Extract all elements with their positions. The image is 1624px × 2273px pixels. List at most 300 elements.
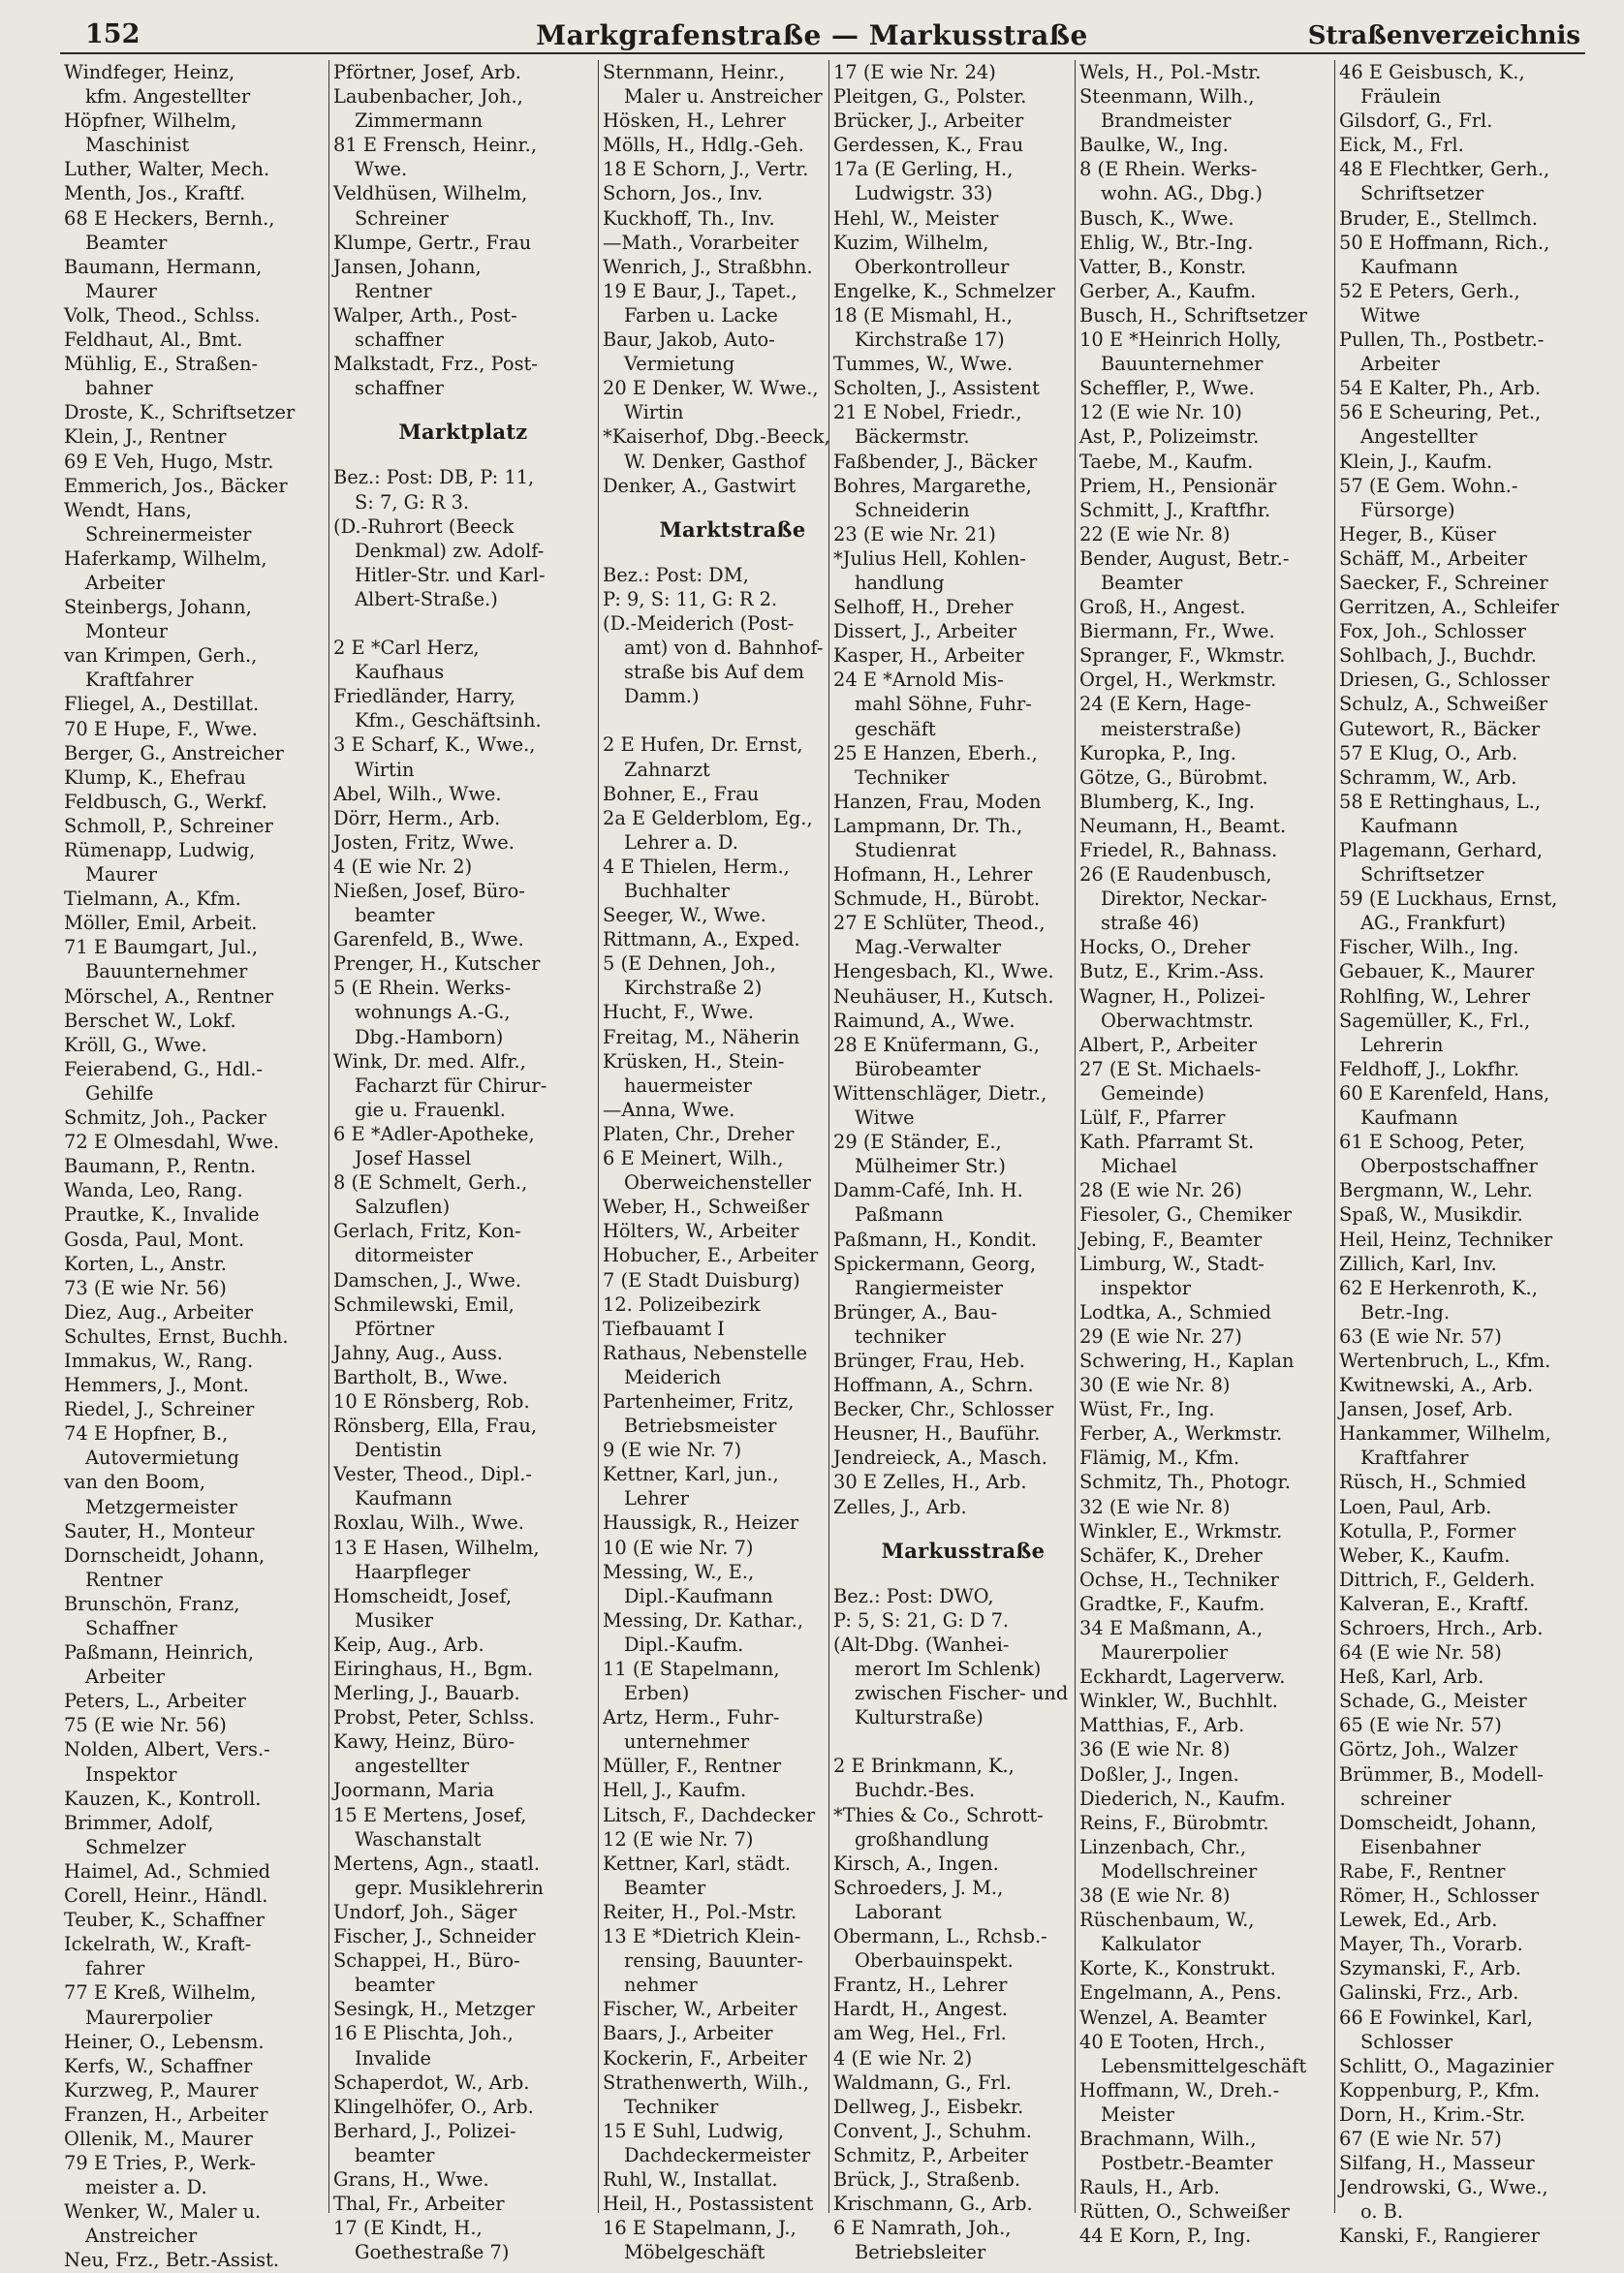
directory-entry: 40 E Tooten, Hrch., bbox=[1079, 2030, 1265, 2053]
directory-entry: Hankammer, Wilhelm, bbox=[1339, 1422, 1551, 1446]
directory-entry: Heusner, H., Bauführ. bbox=[833, 1422, 1041, 1446]
directory-entry: Oberkontrolleur bbox=[855, 255, 1010, 278]
directory-entry: ditormeister bbox=[355, 1244, 473, 1267]
directory-entry: wohnungs A.-G., bbox=[355, 1001, 511, 1024]
directory-entry: Schäfer, K., Dreher bbox=[1079, 1543, 1263, 1567]
directory-entry: Techniker bbox=[624, 2095, 719, 2118]
directory-entry: 30 E Zelles, H., Arb. bbox=[833, 1471, 1027, 1494]
directory-entry: wohn. AG., Dbg.) bbox=[1101, 182, 1263, 205]
directory-entry: Gerlach, Fritz, Kon- bbox=[333, 1220, 521, 1243]
directory-entry: Schaffner bbox=[85, 1617, 178, 1639]
directory-entry: (D.-Ruhrort (Beeck bbox=[333, 514, 515, 538]
directory-entry: Waldmann, G., Frl. bbox=[833, 2071, 1013, 2094]
directory-entry: Mayer, Th., Vorarb. bbox=[1339, 1933, 1523, 1956]
directory-entry: Krischmann, G., Arb. bbox=[833, 2193, 1033, 2216]
directory-entry: Szymanski, F., Arb. bbox=[1339, 1957, 1521, 1980]
directory-entry: Laborant bbox=[855, 1900, 942, 1923]
directory-entry: Schroeders, J. M., bbox=[833, 1876, 1004, 1899]
directory-entry: Vester, Theod., Dipl.- bbox=[333, 1463, 532, 1486]
directory-entry: 27 E Schlüter, Theod., bbox=[833, 912, 1046, 935]
directory-entry: Schwering, H., Kaplan bbox=[1079, 1349, 1295, 1372]
directory-entry: 27 (E St. Michaels- bbox=[1079, 1057, 1262, 1080]
directory-entry: Buchdr.-Bes. bbox=[855, 1779, 976, 1802]
directory-entry: Koppenburg, P., Kfm. bbox=[1339, 2078, 1541, 2102]
directory-entry: *Julius Hell, Kohlen- bbox=[833, 546, 1026, 570]
directory-entry: Hell, J., Kaufm. bbox=[603, 1779, 747, 1802]
directory-entry: Salzuflen) bbox=[355, 1196, 451, 1219]
directory-entry: Tummes, W., Wwe. bbox=[833, 353, 1014, 376]
directory-entry: Scheffler, P., Wwe. bbox=[1079, 377, 1255, 400]
directory-entry: Immakus, W., Rang. bbox=[64, 1349, 254, 1372]
directory-entry: Farben u. Lacke bbox=[624, 303, 778, 327]
directory-entry: Saecker, F., Schreiner bbox=[1339, 571, 1548, 594]
directory-entry: Bez.: Post: DB, P: 11, bbox=[333, 466, 535, 489]
directory-entry: Lewek, Ed., Arb. bbox=[1339, 1909, 1498, 1932]
directory-entry: Wertenbruch, L., Kfm. bbox=[1339, 1349, 1551, 1372]
directory-entry: Kasper, H., Arbeiter bbox=[833, 644, 1024, 668]
directory-entry: Heil, Heinz, Techniker bbox=[1339, 1228, 1553, 1251]
directory-entry bbox=[603, 708, 862, 732]
directory-entry: Garenfeld, B., Wwe. bbox=[333, 928, 524, 951]
directory-entry: Beamter bbox=[85, 231, 168, 254]
directory-entry: Baur, Jakob, Auto- bbox=[603, 328, 775, 352]
directory-entry bbox=[833, 1729, 1093, 1754]
directory-entry: 22 (E wie Nr. 8) bbox=[1079, 522, 1231, 545]
directory-entry: Lehrer bbox=[624, 1487, 689, 1510]
directory-entry: Convent, J., Schuhm. bbox=[833, 2119, 1032, 2142]
directory-entry: Lodtka, A., Schmied bbox=[1079, 1300, 1271, 1323]
directory-entry: Galinski, Frz., Arb. bbox=[1339, 1981, 1519, 2005]
directory-entry: Kettner, Karl, jun., bbox=[603, 1463, 779, 1486]
directory-entry: S: 7, G: R 3. bbox=[355, 490, 470, 514]
directory-entry: Fox, Joh., Schlosser bbox=[1339, 620, 1526, 643]
directory-entry bbox=[333, 611, 593, 636]
directory-entry: Dachdeckermeister bbox=[624, 2143, 811, 2166]
directory-entry: Butz, E., Krim.-Ass. bbox=[1079, 960, 1265, 983]
directory-entry: Postbetr.-Beamter bbox=[1101, 2152, 1273, 2175]
page-title: Markgrafenstraße — Markusstraße bbox=[536, 19, 1088, 51]
directory-entry: Schneiderin bbox=[855, 498, 970, 521]
directory-entry: Schaperdot, W., Arb. bbox=[333, 2071, 530, 2094]
directory-entry: angestellter bbox=[355, 1755, 470, 1778]
directory-entry: Neuhäuser, H., Kutsch. bbox=[833, 984, 1054, 1008]
directory-entry: Hitler-Str. und Karl- bbox=[355, 563, 546, 586]
directory-entry: Dipl.-Kaufmann bbox=[624, 1584, 773, 1607]
directory-entry: P: 9, S: 11, G: R 2. bbox=[603, 587, 778, 610]
directory-entry: Fliegel, A., Destillat. bbox=[64, 693, 260, 716]
directory-entry: Damschen, J., Wwe. bbox=[333, 1268, 522, 1292]
directory-entry: —Math., Vorarbeiter bbox=[603, 231, 799, 254]
directory-entry: Brück, J., Straßenb. bbox=[833, 2167, 1021, 2191]
directory-entry: Bohner, E., Frau bbox=[603, 782, 760, 805]
directory-entry: Kaufmann bbox=[355, 1487, 453, 1510]
directory-entry: 12. Polizeibezirk bbox=[603, 1292, 761, 1316]
directory-entry: Becker, Chr., Schlosser bbox=[833, 1398, 1054, 1421]
directory-entry: Pförtner, Josef, Arb. bbox=[333, 61, 521, 83]
directory-entry: Metzgermeister bbox=[85, 1495, 238, 1518]
directory-entry: Oberwachtmstr. bbox=[1101, 1009, 1254, 1032]
directory-entry: Bäckermstr. bbox=[855, 425, 970, 449]
directory-entry: Diederich, N., Kaufm. bbox=[1079, 1787, 1286, 1810]
column-3 bbox=[603, 60, 862, 2264]
directory-entry: Neu, Frz., Betr.-Assist. bbox=[64, 2249, 280, 2272]
directory-entry: Friedel, R., Bahnass. bbox=[1079, 839, 1278, 861]
directory-entry: Corell, Heinr., Händl. bbox=[64, 1884, 268, 1908]
directory-entry: 8 (E Schmelt, Gerh., bbox=[333, 1171, 528, 1195]
directory-entry: Dellweg, J., Eisbekr. bbox=[833, 2095, 1024, 2118]
directory-entry: Kalkulator bbox=[1101, 1933, 1201, 1956]
directory-entry: Prautke, K., Invalide bbox=[64, 1203, 260, 1227]
directory-entry: *Kaiserhof, Dbg.-Beeck, bbox=[603, 425, 830, 449]
directory-entry: Mörschel, A., Rentner bbox=[64, 984, 274, 1008]
directory-entry: meister a. D. bbox=[85, 2176, 207, 2199]
directory-entry: Droste, K., Schriftsetzer bbox=[64, 401, 296, 424]
directory-entry: 2 E Hufen, Dr. Ernst, bbox=[603, 733, 803, 757]
directory-entry: Nießen, Josef, Büro- bbox=[333, 880, 525, 902]
directory-entry: Maurer bbox=[85, 863, 157, 887]
directory-entry: Feldhoff, J., Lokfhr. bbox=[1339, 1057, 1520, 1080]
directory-entry: W. Denker, Gasthof bbox=[624, 450, 806, 473]
directory-entry: Ludwigstr. 33) bbox=[855, 182, 993, 205]
directory-entry: Faßbender, J., Bäcker bbox=[833, 450, 1038, 473]
directory-entry: Dbg.-Hamborn) bbox=[355, 1025, 504, 1048]
directory-entry: Mertens, Agn., staatl. bbox=[333, 1852, 541, 1875]
directory-entry: Rathaus, Nebenstelle bbox=[603, 1341, 808, 1364]
directory-entry: Jansen, Josef, Arb. bbox=[1339, 1398, 1514, 1421]
directory-entry: Maurerpolier bbox=[1101, 1641, 1229, 1665]
directory-entry: Seeger, W., Wwe. bbox=[603, 904, 766, 927]
directory-entry: 17 (E Kindt, H., bbox=[333, 2217, 483, 2240]
directory-entry: Gehilfe bbox=[85, 1081, 154, 1105]
directory-entry: straße bis Auf dem bbox=[624, 661, 805, 684]
directory-entry: Kath. Pfarramt St. bbox=[1079, 1131, 1255, 1154]
directory-entry: Franzen, H., Arbeiter bbox=[64, 2102, 268, 2126]
directory-entry: Busch, K., Wwe. bbox=[1079, 206, 1234, 230]
directory-entry: Schlosser bbox=[1360, 2030, 1453, 2053]
directory-entry: 21 E Nobel, Friedr., bbox=[833, 401, 1022, 424]
directory-entry: Hucht, F., Wwe. bbox=[603, 1001, 754, 1024]
directory-entry: Eick, M., Frl. bbox=[1339, 134, 1464, 157]
column-divider bbox=[1075, 60, 1076, 2213]
directory-entry: 59 (E Luckhaus, Ernst, bbox=[1339, 887, 1558, 911]
directory-entry: 58 E Rettinghaus, L., bbox=[1339, 790, 1541, 813]
directory-entry: Kuropka, P., Ing. bbox=[1079, 741, 1236, 764]
directory-entry: Kanski, F., Rangierer bbox=[1339, 2225, 1540, 2248]
directory-entry: Götze, G., Bürobmt. bbox=[1079, 765, 1268, 789]
directory-entry: Wirtin bbox=[355, 758, 415, 781]
directory-entry: Jansen, Johann, bbox=[333, 255, 482, 278]
directory-entry: 12 (E wie Nr. 10) bbox=[1079, 401, 1242, 424]
directory-entry: straße 46) bbox=[1101, 912, 1200, 935]
directory-entry: Bergmann, W., Lehr. bbox=[1339, 1179, 1533, 1202]
directory-entry: handlung bbox=[855, 571, 945, 594]
directory-entry: Hölters, W., Arbeiter bbox=[603, 1220, 799, 1243]
directory-entry: Blumberg, K., Ing. bbox=[1079, 790, 1255, 813]
directory-entry: Taebe, M., Kaufm. bbox=[1079, 450, 1254, 473]
directory-entry: 67 (E wie Nr. 57) bbox=[1339, 2127, 1502, 2150]
directory-entry: Josef Hassel bbox=[355, 1147, 472, 1170]
directory-entry: Maschinist bbox=[85, 134, 190, 157]
directory-entry: 13 E Hasen, Wilhelm, bbox=[333, 1536, 540, 1559]
directory-entry: Dorn, H., Krim.-Str. bbox=[1339, 2102, 1526, 2126]
column-2 bbox=[333, 60, 593, 2264]
directory-entry: Orgel, H., Werkmstr. bbox=[1079, 669, 1277, 692]
directory-entry: Limburg, W., Stadt- bbox=[1079, 1252, 1265, 1275]
directory-entry: beamter bbox=[355, 904, 435, 927]
directory-entry: Rütten, O., Schweißer bbox=[1079, 2200, 1290, 2224]
directory-entry: 70 E Hupe, F., Wwe. bbox=[64, 717, 258, 740]
directory-entry: 75 (E wie Nr. 56) bbox=[64, 1714, 227, 1737]
directory-entry: Bez.: Post: DWO, bbox=[833, 1584, 994, 1607]
directory-entry: Domscheidt, Johann, bbox=[1339, 1811, 1537, 1834]
directory-entry: Engelke, K., Schmelzer bbox=[833, 279, 1055, 302]
directory-entry: Steinbergs, Johann, bbox=[64, 596, 252, 619]
directory-entry: Paßmann bbox=[855, 1203, 944, 1227]
directory-entry: Merling, J., Bauarb. bbox=[333, 1682, 520, 1705]
directory-entry: Kaufmann bbox=[1360, 814, 1458, 837]
directory-entry: Kirsch, A., Ingen. bbox=[833, 1852, 999, 1875]
directory-entry: Kawy, Heinz, Büro- bbox=[333, 1730, 515, 1754]
directory-entry: Gebauer, K., Maurer bbox=[1339, 960, 1535, 983]
directory-entry: Müller, F., Rentner bbox=[603, 1755, 782, 1778]
directory-entry: 77 E Kreß, Wilhelm, bbox=[64, 1981, 257, 2005]
directory-entry: 73 (E wie Nr. 56) bbox=[64, 1276, 227, 1299]
directory-entry: Rentner bbox=[355, 279, 432, 302]
directory-entry: 8 (E Rhein. Werks- bbox=[1079, 158, 1258, 181]
directory-entry: 61 E Schoog, Peter, bbox=[1339, 1131, 1526, 1154]
directory-entry: 52 E Peters, Gerh., bbox=[1339, 279, 1520, 302]
directory-entry: schaffner bbox=[355, 328, 444, 352]
directory-entry: Thal, Fr., Arbeiter bbox=[333, 2193, 505, 2216]
directory-entry: Friedländer, Harry, bbox=[333, 685, 515, 708]
column-divider bbox=[828, 60, 829, 2213]
directory-entry: Reiter, H., Pol.-Mstr. bbox=[603, 1900, 797, 1923]
directory-entry: Undorf, Joh., Säger bbox=[333, 1900, 517, 1923]
directory-entry: Diez, Aug., Arbeiter bbox=[64, 1300, 254, 1323]
directory-entry: gepr. Musiklehrerin bbox=[355, 1876, 544, 1899]
directory-entry: Schäff, M., Arbeiter bbox=[1339, 546, 1527, 570]
directory-entry: Kerfs, W., Schaffner bbox=[64, 2054, 253, 2077]
directory-entry: Haferkamp, Wilhelm, bbox=[64, 546, 267, 570]
directory-entry: Schmude, H., Bürobt. bbox=[833, 887, 1041, 911]
directory-entry: Malkstadt, Frz., Post- bbox=[333, 353, 538, 376]
directory-entry: Riedel, J., Schreiner bbox=[64, 1398, 255, 1421]
directory-entry: 68 E Heckers, Bernh., bbox=[64, 206, 275, 230]
directory-entry: Windfeger, Heinz, bbox=[64, 61, 235, 83]
directory-entry: Ollenik, M., Maurer bbox=[64, 2127, 253, 2150]
directory-entry: Priem, H., Pensionär bbox=[1079, 474, 1277, 497]
page-number: 152 bbox=[85, 19, 141, 49]
column-5 bbox=[1079, 60, 1339, 2248]
directory-entry: 18 E Schorn, J., Vertr. bbox=[603, 158, 809, 181]
directory-entry: Angestellter bbox=[1360, 425, 1478, 449]
directory-entry: Tielmann, A., Kfm. bbox=[64, 887, 241, 911]
directory-entry: Raimund, A., Wwe. bbox=[833, 1009, 1015, 1032]
directory-entry: Dörr, Herm., Arb. bbox=[333, 806, 501, 829]
directory-entry: hauermeister bbox=[624, 1074, 752, 1097]
directory-entry: Fischer, W., Arbeiter bbox=[603, 1998, 797, 2021]
directory-entry: Schmitz, P., Arbeiter bbox=[833, 2143, 1029, 2166]
directory-entry: Veldhüsen, Wilhelm, bbox=[333, 182, 528, 205]
directory-entry: Kirchstraße 17) bbox=[855, 328, 1005, 352]
directory-entry: 13 E *Dietrich Klein- bbox=[603, 1925, 801, 1948]
directory-entry: Paßmann, Heinrich, bbox=[64, 1641, 254, 1665]
directory-entry: Messing, W., E., bbox=[603, 1560, 755, 1583]
directory-entry: Flämig, M., Kfm. bbox=[1079, 1447, 1240, 1470]
directory-entry: 4 (E wie Nr. 2) bbox=[333, 855, 473, 878]
directory-entry: Mühlig, E., Straßen- bbox=[64, 353, 258, 376]
directory-entry: Sauter, H., Monteur bbox=[64, 1519, 255, 1542]
directory-entry: 6 E Meinert, Wilh., bbox=[603, 1147, 784, 1170]
directory-entry: Hanzen, Frau, Moden bbox=[833, 790, 1042, 813]
directory-entry: Modellschreiner bbox=[1101, 1859, 1258, 1883]
directory-entry: Direktor, Neckar- bbox=[1101, 887, 1267, 911]
directory-entry: Klingelhöfer, O., Arb. bbox=[333, 2095, 534, 2118]
directory-entry: Gilsdorf, G., Frl. bbox=[1339, 109, 1493, 133]
directory-entry: Kauzen, K., Kontroll. bbox=[64, 1787, 262, 1810]
directory-entry: Lampmann, Dr. Th., bbox=[833, 814, 1023, 837]
directory-entry: Haarpfleger bbox=[355, 1560, 471, 1583]
directory-entry: 34 E Maßmann, A., bbox=[1079, 1617, 1264, 1639]
directory-entry: Gerdessen, K., Frau bbox=[833, 134, 1024, 157]
directory-entry: Bauunternehmer bbox=[85, 960, 248, 983]
directory-entry: Brümmer, B., Modell- bbox=[1339, 1762, 1544, 1786]
directory-entry: Pleitgen, G., Polster. bbox=[833, 85, 1027, 109]
directory-entry: Zahnarzt bbox=[624, 758, 710, 781]
directory-entry: Brimmer, Adolf, bbox=[64, 1811, 214, 1834]
directory-entry: Rümenapp, Ludwig, bbox=[64, 839, 256, 861]
directory-entry: Hoffmann, W., Dreh.- bbox=[1079, 2078, 1280, 2102]
directory-entry: Ast, P., Polizeimstr. bbox=[1079, 425, 1260, 449]
directory-entry: Hardt, H., Angest. bbox=[833, 1998, 1008, 2021]
directory-entry: Zelles, J., Arb. bbox=[833, 1495, 967, 1518]
directory-entry: Probst, Peter, Schlss. bbox=[333, 1706, 535, 1729]
directory-entry: 57 E Klug, O., Arb. bbox=[1339, 741, 1518, 764]
directory-entry: Mölls, H., Hdlg.-Geh. bbox=[603, 134, 804, 157]
directory-entry: 63 (E wie Nr. 57) bbox=[1339, 1324, 1502, 1348]
directory-entry: Sesingk, H., Metzger bbox=[333, 1998, 535, 2021]
directory-entry: Loen, Paul, Arb. bbox=[1339, 1495, 1492, 1518]
directory-entry: Wenrich, J., Straßbhn. bbox=[603, 255, 813, 278]
directory-entry: 60 E Karenfeld, Hans, bbox=[1339, 1081, 1550, 1105]
directory-entry: 79 E Tries, P., Werk- bbox=[64, 2152, 256, 2175]
directory-entry: Heiner, O., Lebensm. bbox=[64, 2030, 265, 2053]
directory-entry: Fürsorge) bbox=[1360, 498, 1455, 521]
directory-entry: Nolden, Albert, Vers.- bbox=[64, 1738, 270, 1761]
directory-entry: Wenzel, A. Beamter bbox=[1079, 2006, 1267, 2029]
directory-entry: großhandlung bbox=[855, 1827, 989, 1851]
directory-entry: Fischer, J., Schneider bbox=[333, 1925, 536, 1948]
directory-entry: kfm. Angestellter bbox=[85, 85, 251, 109]
directory-entry: Fischer, Wilh., Ing. bbox=[1339, 936, 1519, 959]
directory-entry: gie u. Frauenkl. bbox=[355, 1098, 506, 1121]
directory-entry: Dipl.-Kaufm. bbox=[624, 1633, 744, 1656]
directory-entry: van den Boom, bbox=[64, 1471, 205, 1494]
directory-entry: 54 E Kalter, Ph., Arb. bbox=[1339, 377, 1542, 400]
directory-entry: Mag.-Verwalter bbox=[855, 936, 1001, 959]
directory-entry: Hofmann, H., Lehrer bbox=[833, 863, 1033, 887]
directory-entry: Eiringhaus, H., Bgm. bbox=[333, 1658, 534, 1680]
directory-entry: Kalveran, E., Kraftf. bbox=[1339, 1592, 1529, 1615]
directory-entry: 46 E Geisbusch, K., bbox=[1339, 61, 1525, 83]
directory-entry: Krüsken, H., Stein- bbox=[603, 1049, 785, 1073]
directory-entry: 24 (E Kern, Hage- bbox=[1079, 693, 1252, 716]
directory-entry: 5 (E Rhein. Werks- bbox=[333, 977, 512, 1000]
directory-entry: Ickelrath, W., Kraft- bbox=[64, 1933, 252, 1956]
section-title: Straßenverzeichnis bbox=[1307, 21, 1580, 50]
directory-entry: Schappei, H., Büro- bbox=[333, 1949, 520, 1973]
directory-entry: Matthias, F., Arb. bbox=[1079, 1714, 1245, 1737]
directory-entry: 15 E Mertens, Josef, bbox=[333, 1803, 527, 1826]
directory-entry: Pullen, Th., Postbetr.- bbox=[1339, 328, 1545, 352]
directory-entry: Kotulla, P., Former bbox=[1339, 1519, 1516, 1542]
directory-entry: Ochse, H., Techniker bbox=[1079, 1568, 1279, 1591]
directory-entry: Gosda, Paul, Mont. bbox=[64, 1228, 245, 1251]
directory-entry: Heger, B., Küser bbox=[1339, 522, 1496, 545]
directory-entry: 11 (E Stapelmann, bbox=[603, 1658, 780, 1680]
directory-entry: Möbelgeschäft bbox=[624, 2241, 765, 2264]
directory-entry: Baumann, P., Rentn. bbox=[64, 1155, 257, 1178]
directory-entry: 65 (E wie Nr. 57) bbox=[1339, 1714, 1502, 1737]
directory-entry: Doßler, J., Ingen. bbox=[1079, 1762, 1239, 1786]
directory-entry: 29 (E wie Nr. 27) bbox=[1079, 1324, 1242, 1348]
directory-entry: 10 E Rönsberg, Rob. bbox=[333, 1389, 530, 1413]
directory-entry: Schramm, W., Arb. bbox=[1339, 765, 1517, 789]
directory-entry: 5 (E Dehnen, Joh., bbox=[603, 952, 776, 976]
directory-entry: Korten, L., Anstr. bbox=[64, 1252, 227, 1275]
directory-entry: Dentistin bbox=[355, 1439, 442, 1462]
directory-entry: Joormann, Maria bbox=[333, 1779, 495, 1802]
directory-entry: 19 E Baur, J., Tapet., bbox=[603, 279, 797, 302]
directory-entry: Ferber, A., Werkmstr. bbox=[1079, 1422, 1283, 1446]
directory-entry: Hocks, O., Dreher bbox=[1079, 936, 1251, 959]
directory-entry: Buchhalter bbox=[624, 880, 730, 902]
directory-entry: 17a (E Gerling, H., bbox=[833, 158, 1014, 181]
directory-entry: Waschanstalt bbox=[355, 1827, 482, 1851]
directory-entry: Kockerin, F., Arbeiter bbox=[603, 2046, 807, 2070]
directory-entry: Lehrer a. D. bbox=[624, 830, 738, 854]
directory-entry: Monteur bbox=[85, 620, 169, 643]
directory-entry: Strathenwerth, Wilh., bbox=[603, 2071, 809, 2094]
directory-entry: 10 (E wie Nr. 7) bbox=[603, 1536, 754, 1559]
directory-entry: 12 (E wie Nr. 7) bbox=[603, 1827, 754, 1851]
directory-entry: Haussigk, R., Heizer bbox=[603, 1511, 799, 1535]
directory-entry: Schorn, Jos., Inv. bbox=[603, 182, 764, 205]
directory-entry: Betriebsleiter bbox=[855, 2241, 986, 2264]
directory-entry: Kurzweg, P., Maurer bbox=[64, 2078, 259, 2102]
directory-entry: Witwe bbox=[1360, 303, 1421, 327]
directory-entry: Rittmann, A., Exped. bbox=[603, 928, 800, 951]
directory-entry: beamter bbox=[355, 2143, 435, 2166]
directory-entry: Kraftfahrer bbox=[1360, 1447, 1469, 1470]
directory-entry: 29 (E Ständer, E., bbox=[833, 1131, 1002, 1154]
directory-entry: Partenheimer, Fritz, bbox=[603, 1389, 795, 1413]
directory-entry: Volk, Theod., Schlss. bbox=[64, 303, 261, 327]
directory-entry: Brünger, A., Bau- bbox=[833, 1300, 998, 1323]
directory-entry: nehmer bbox=[624, 1974, 698, 1997]
directory-entry: Wanda, Leo, Rang. bbox=[64, 1179, 243, 1202]
directory-entry: Bender, August, Betr.- bbox=[1079, 546, 1290, 570]
directory-entry: Autovermietung bbox=[85, 1447, 239, 1470]
directory-entry: Frantz, H., Lehrer bbox=[833, 1974, 1008, 1997]
directory-entry: Görtz, Joh., Walzer bbox=[1339, 1738, 1518, 1761]
directory-entry: 69 E Veh, Hugo, Mstr. bbox=[64, 450, 274, 473]
directory-entry: Schmitt, J., Kraftfhr. bbox=[1079, 498, 1271, 521]
directory-entry: Feierabend, G., Hdl.- bbox=[64, 1057, 264, 1080]
directory-entry: Kraftfahrer bbox=[85, 669, 194, 692]
directory-entry: Dornscheidt, Johann, bbox=[64, 1543, 265, 1567]
directory-entry: Wagner, H., Polizei- bbox=[1079, 984, 1265, 1008]
